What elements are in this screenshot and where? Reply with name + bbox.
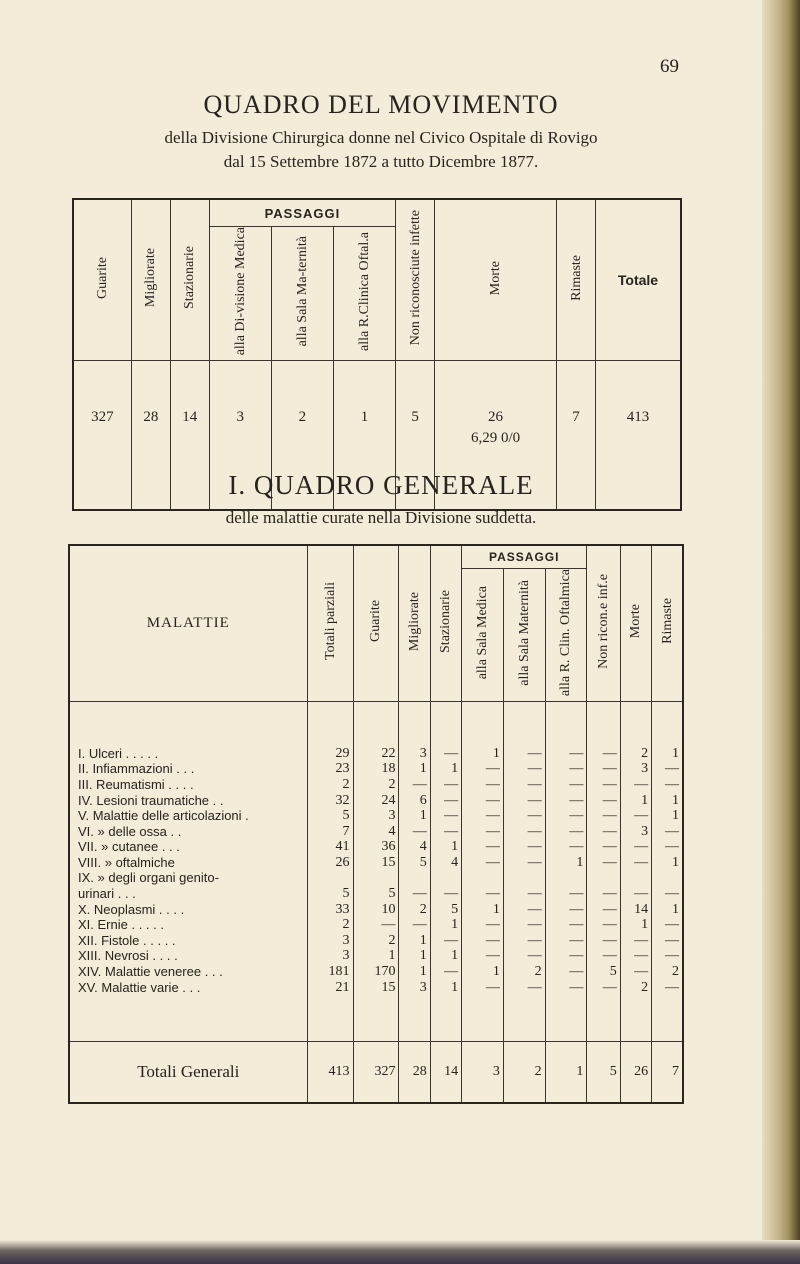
- cell-guarite: 22: [353, 746, 399, 762]
- value-passaggio-maternita: 2: [271, 361, 333, 511]
- cell-migliorate: 1: [399, 964, 430, 980]
- cell-rimaste: 1: [652, 902, 683, 918]
- cell-non-ricon: —: [587, 917, 620, 933]
- header-totale: Totale: [596, 199, 682, 361]
- cell-totali: 7: [307, 824, 353, 840]
- cell-passaggio-medica: —: [462, 980, 504, 996]
- header-passaggio-medica: alla Di-visione Medica: [209, 227, 271, 361]
- malattia-name: XV. Malattie varie . . .: [69, 980, 307, 996]
- cell-migliorate: 6: [399, 793, 430, 809]
- total-morte: 26: [620, 1042, 651, 1104]
- table-row: [69, 777, 683, 793]
- table-row: [69, 824, 683, 840]
- table-row: [69, 855, 683, 871]
- cell-passaggio-clinica: —: [545, 824, 587, 840]
- value-totale: 413: [596, 361, 682, 511]
- cell-passaggio-clinica: —: [545, 793, 587, 809]
- cell-guarite: [353, 870, 399, 886]
- malattia-name: VIII. » oftalmiche: [69, 855, 307, 871]
- cell-totali: 29: [307, 746, 353, 762]
- cell-guarite: 36: [353, 839, 399, 855]
- cell-passaggio-medica: —: [462, 793, 504, 809]
- cell-passaggio-maternita: 2: [503, 964, 545, 980]
- malattia-name: X. Neoplasmi . . . .: [69, 902, 307, 918]
- cell-passaggio-maternita: —: [503, 917, 545, 933]
- cell-rimaste: 2: [652, 964, 683, 980]
- total-totali: 413: [307, 1042, 353, 1104]
- header-passaggio-clinica: alla R. Clin. Oftalmica: [545, 569, 587, 702]
- header-rimaste: Rimaste: [652, 545, 683, 701]
- cell-rimaste: —: [652, 980, 683, 996]
- total-non-ricon: 5: [587, 1042, 620, 1104]
- cell-totali: 5: [307, 808, 353, 824]
- cell-guarite: 4: [353, 824, 399, 840]
- table-row: [69, 917, 683, 933]
- total-medica: 3: [462, 1042, 504, 1104]
- cell-rimaste: 1: [652, 855, 683, 871]
- cell-passaggio-maternita: —: [503, 902, 545, 918]
- cell-stazionarie: —: [430, 793, 461, 809]
- cell-non-ricon: —: [587, 855, 620, 871]
- table-row: [69, 964, 683, 980]
- value-morte-count: 26: [488, 409, 504, 426]
- cell-non-ricon: —: [587, 761, 620, 777]
- cell-totali: 3: [307, 948, 353, 964]
- cell-morte: —: [620, 808, 651, 824]
- cell-morte: —: [620, 948, 651, 964]
- cell-rimaste: —: [652, 917, 683, 933]
- cell-non-ricon: —: [587, 839, 620, 855]
- cell-non-ricon: —: [587, 980, 620, 996]
- quadro-generale-subtitle: delle malattie curate nella Divisione suddetta.: [225, 508, 537, 527]
- cell-non-ricon: —: [587, 808, 620, 824]
- header-rimaste: Rimaste: [557, 199, 596, 361]
- cell-passaggio-maternita: —: [503, 793, 545, 809]
- cell-passaggio-maternita: —: [503, 824, 545, 840]
- cell-rimaste: —: [652, 761, 683, 777]
- cell-morte: 3: [620, 824, 651, 840]
- cell-passaggio-clinica: —: [545, 761, 587, 777]
- cell-passaggio-medica: —: [462, 808, 504, 824]
- malattia-name: VI. » delle ossa . .: [69, 824, 307, 840]
- cell-stazionarie: —: [430, 777, 461, 793]
- cell-passaggio-maternita: —: [503, 933, 545, 949]
- cell-morte: 14: [620, 902, 651, 918]
- table-row: [69, 746, 683, 762]
- page-edge: [762, 0, 800, 1264]
- header-passaggi: PASSAGGI: [462, 545, 587, 569]
- cell-non-ricon: —: [587, 824, 620, 840]
- malattia-name: VII. » cutanee . . .: [69, 839, 307, 855]
- page-title: QUADRO DEL MOVIMENTO: [203, 90, 559, 119]
- cell-stazionarie: —: [430, 746, 461, 762]
- cell-totali: 21: [307, 980, 353, 996]
- header-passaggio-medica: alla Sala Medica: [462, 569, 504, 702]
- cell-passaggio-medica: 1: [462, 902, 504, 918]
- cell-passaggio-medica: —: [462, 886, 504, 902]
- cell-guarite: 18: [353, 761, 399, 777]
- cell-rimaste: —: [652, 886, 683, 902]
- cell-passaggio-clinica: —: [545, 746, 587, 762]
- malattia-name: III. Reumatismi . . . .: [69, 777, 307, 793]
- total-migliorate: 28: [399, 1042, 430, 1104]
- cell-passaggio-clinica: —: [545, 839, 587, 855]
- subtitle-line-2: dal 15 Settembre 1872 a tutto Dicembre 1877.: [223, 152, 539, 171]
- cell-passaggio-clinica: —: [545, 933, 587, 949]
- table-row: [69, 980, 683, 996]
- movimento-table: [72, 198, 682, 511]
- cell-guarite: 10: [353, 902, 399, 918]
- header-stazionarie: Stazionarie: [170, 199, 209, 361]
- cell-passaggio-medica: —: [462, 777, 504, 793]
- cell-rimaste: 1: [652, 793, 683, 809]
- cell-stazionarie: 1: [430, 948, 461, 964]
- cell-migliorate: 1: [399, 933, 430, 949]
- malattia-name: XIV. Malattie veneree . . .: [69, 964, 307, 980]
- cell-stazionarie: —: [430, 964, 461, 980]
- cell-non-ricon: —: [587, 777, 620, 793]
- total-maternita: 2: [503, 1042, 545, 1104]
- cell-guarite: —: [353, 917, 399, 933]
- cell-non-ricon: —: [587, 793, 620, 809]
- cell-migliorate: 2: [399, 902, 430, 918]
- header-guarite: Guarite: [73, 199, 131, 361]
- cell-morte: —: [620, 855, 651, 871]
- disease-rows: [69, 746, 683, 996]
- cell-stazionarie: —: [430, 886, 461, 902]
- quadro-generale-title: I. QUADRO GENERALE: [228, 470, 534, 500]
- cell-rimaste: —: [652, 933, 683, 949]
- header-passaggio-maternita: alla Sala Maternità: [503, 569, 545, 702]
- cell-non-ricon: —: [587, 933, 620, 949]
- header-morte: Morte: [435, 199, 557, 361]
- header-passaggio-maternita: alla Sala Ma-ternità: [271, 227, 333, 361]
- cell-rimaste: —: [652, 824, 683, 840]
- cell-passaggio-clinica: —: [545, 777, 587, 793]
- cell-passaggio-maternita: —: [503, 746, 545, 762]
- cell-migliorate: 1: [399, 948, 430, 964]
- cell-rimaste: 1: [652, 808, 683, 824]
- header-non-ricon: Non ricon.e inf.e: [587, 545, 620, 701]
- cell-guarite: 1: [353, 948, 399, 964]
- cell-morte: 1: [620, 793, 651, 809]
- cell-passaggio-maternita: —: [503, 886, 545, 902]
- cell-passaggio-maternita: —: [503, 808, 545, 824]
- subtitle-line-1: della Divisione Chirurgica donne nel Civico Ospitale di Rovigo: [164, 128, 598, 147]
- cell-morte: —: [620, 839, 651, 855]
- value-migliorate: 28: [131, 361, 170, 511]
- cell-morte: —: [620, 777, 651, 793]
- cell-rimaste: —: [652, 948, 683, 964]
- cell-passaggio-clinica: —: [545, 964, 587, 980]
- table-row: [69, 886, 683, 902]
- cell-passaggio-medica: 1: [462, 964, 504, 980]
- header-passaggi: PASSAGGI: [209, 199, 395, 227]
- cell-passaggio-maternita: [503, 870, 545, 886]
- cell-passaggio-maternita: —: [503, 980, 545, 996]
- cell-migliorate: 1: [399, 761, 430, 777]
- cell-stazionarie: —: [430, 933, 461, 949]
- header-non-riconosciute: Non riconosciute infette: [396, 199, 435, 361]
- cell-passaggio-medica: —: [462, 824, 504, 840]
- cell-passaggio-clinica: —: [545, 886, 587, 902]
- cell-passaggio-clinica: [545, 870, 587, 886]
- cell-non-ricon: —: [587, 886, 620, 902]
- totals-row: [69, 1042, 683, 1104]
- cell-morte: 2: [620, 980, 651, 996]
- cell-migliorate: —: [399, 777, 430, 793]
- cell-passaggio-clinica: —: [545, 917, 587, 933]
- cell-passaggio-medica: 1: [462, 746, 504, 762]
- cell-totali: 2: [307, 917, 353, 933]
- cell-totali: 26: [307, 855, 353, 871]
- cell-migliorate: 3: [399, 980, 430, 996]
- cell-rimaste: 1: [652, 746, 683, 762]
- cell-stazionarie: —: [430, 808, 461, 824]
- malattia-name: XIII. Nevrosi . . . .: [69, 948, 307, 964]
- cell-migliorate: —: [399, 917, 430, 933]
- cell-totali: 23: [307, 761, 353, 777]
- cell-passaggio-maternita: —: [503, 855, 545, 871]
- cell-guarite: 170: [353, 964, 399, 980]
- cell-migliorate: —: [399, 824, 430, 840]
- header-migliorate: Migliorate: [131, 199, 170, 361]
- cell-passaggio-maternita: —: [503, 761, 545, 777]
- total-stazionarie: 14: [430, 1042, 461, 1104]
- cell-passaggio-clinica: —: [545, 948, 587, 964]
- cell-morte: —: [620, 933, 651, 949]
- malattia-name: XII. Fistole . . . . .: [69, 933, 307, 949]
- table-row: [69, 793, 683, 809]
- cell-passaggio-clinica: 1: [545, 855, 587, 871]
- totals-label: Totali Generali: [69, 1042, 307, 1104]
- cell-stazionarie: 4: [430, 855, 461, 871]
- cell-passaggio-maternita: —: [503, 777, 545, 793]
- value-rimaste: 7: [557, 361, 596, 511]
- value-passaggio-medica: 3: [209, 361, 271, 511]
- malattia-name: IV. Lesioni traumatiche . .: [69, 793, 307, 809]
- cell-totali: 33: [307, 902, 353, 918]
- cell-migliorate: 3: [399, 746, 430, 762]
- table-row: [69, 933, 683, 949]
- cell-rimaste: —: [652, 777, 683, 793]
- cell-passaggio-medica: —: [462, 761, 504, 777]
- header-morte: Morte: [620, 545, 651, 701]
- cell-guarite: 15: [353, 855, 399, 871]
- cell-totali: 32: [307, 793, 353, 809]
- cell-stazionarie: 1: [430, 839, 461, 855]
- cell-non-ricon: —: [587, 948, 620, 964]
- header-malattie: MALATTIE: [69, 545, 307, 701]
- value-passaggio-clinica: 1: [333, 361, 395, 511]
- value-morte-percent: 6,29 0/0: [470, 430, 521, 447]
- value-non-riconosciute: 5: [396, 361, 435, 511]
- header-guarite: Guarite: [353, 545, 399, 701]
- total-clinica: 1: [545, 1042, 587, 1104]
- cell-migliorate: [399, 870, 430, 886]
- cell-guarite: 2: [353, 933, 399, 949]
- cell-totali: 5: [307, 886, 353, 902]
- header-passaggio-clinica: alla R.Clinica Oftal.a: [333, 227, 395, 361]
- cell-migliorate: 4: [399, 839, 430, 855]
- table-row: [69, 870, 683, 886]
- malattia-name: V. Malattie delle articolazioni .: [69, 808, 307, 824]
- cell-passaggio-maternita: —: [503, 839, 545, 855]
- cell-morte: —: [620, 886, 651, 902]
- cell-guarite: 15: [353, 980, 399, 996]
- table-row: [69, 761, 683, 777]
- cell-passaggio-clinica: —: [545, 980, 587, 996]
- cell-guarite: 5: [353, 886, 399, 902]
- cell-migliorate: 5: [399, 855, 430, 871]
- cell-totali: 3: [307, 933, 353, 949]
- cell-morte: 2: [620, 746, 651, 762]
- cell-guarite: 24: [353, 793, 399, 809]
- malattia-name: urinari . . .: [69, 886, 307, 902]
- page-bottom-edge: [0, 1240, 800, 1264]
- cell-passaggio-medica: —: [462, 855, 504, 871]
- cell-passaggio-medica: —: [462, 917, 504, 933]
- cell-totali: [307, 870, 353, 886]
- cell-passaggio-maternita: —: [503, 948, 545, 964]
- cell-stazionarie: 5: [430, 902, 461, 918]
- cell-stazionarie: 1: [430, 761, 461, 777]
- total-rimaste: 7: [652, 1042, 683, 1104]
- malattie-table: [68, 544, 684, 1104]
- cell-morte: 1: [620, 917, 651, 933]
- value-stazionarie: 14: [170, 361, 209, 511]
- cell-passaggio-medica: —: [462, 948, 504, 964]
- malattia-name: II. Infiammazioni . . .: [69, 761, 307, 777]
- header-stazionarie: Stazionarie: [430, 545, 461, 701]
- table-row: [69, 839, 683, 855]
- cell-passaggio-clinica: —: [545, 808, 587, 824]
- header-totali-parziali: Totali parziali: [307, 545, 353, 701]
- cell-totali: 2: [307, 777, 353, 793]
- cell-stazionarie: —: [430, 824, 461, 840]
- cell-non-ricon: —: [587, 902, 620, 918]
- cell-morte: 3: [620, 761, 651, 777]
- malattia-name: XI. Ernie . . . . .: [69, 917, 307, 933]
- table-row: [69, 808, 683, 824]
- cell-passaggio-medica: —: [462, 933, 504, 949]
- cell-rimaste: —: [652, 839, 683, 855]
- table-row: [69, 948, 683, 964]
- cell-migliorate: 1: [399, 808, 430, 824]
- cell-totali: 41: [307, 839, 353, 855]
- page-number: 69: [660, 56, 679, 77]
- total-guarite: 327: [353, 1042, 399, 1104]
- cell-passaggio-medica: —: [462, 839, 504, 855]
- malattia-name: IX. » degli organi genito-: [69, 870, 307, 886]
- value-guarite: 327: [73, 361, 131, 511]
- cell-totali: 181: [307, 964, 353, 980]
- cell-morte: [620, 870, 651, 886]
- malattia-name: I. Ulceri . . . . .: [69, 746, 307, 762]
- cell-non-ricon: [587, 870, 620, 886]
- cell-morte: —: [620, 964, 651, 980]
- cell-guarite: 2: [353, 777, 399, 793]
- cell-passaggio-medica: [462, 870, 504, 886]
- cell-rimaste: [652, 870, 683, 886]
- cell-stazionarie: [430, 870, 461, 886]
- cell-stazionarie: 1: [430, 917, 461, 933]
- cell-guarite: 3: [353, 808, 399, 824]
- table-row: [69, 902, 683, 918]
- cell-stazionarie: 1: [430, 980, 461, 996]
- cell-passaggio-clinica: —: [545, 902, 587, 918]
- cell-migliorate: —: [399, 886, 430, 902]
- header-migliorate: Migliorate: [399, 545, 430, 701]
- cell-non-ricon: —: [587, 746, 620, 762]
- cell-non-ricon: 5: [587, 964, 620, 980]
